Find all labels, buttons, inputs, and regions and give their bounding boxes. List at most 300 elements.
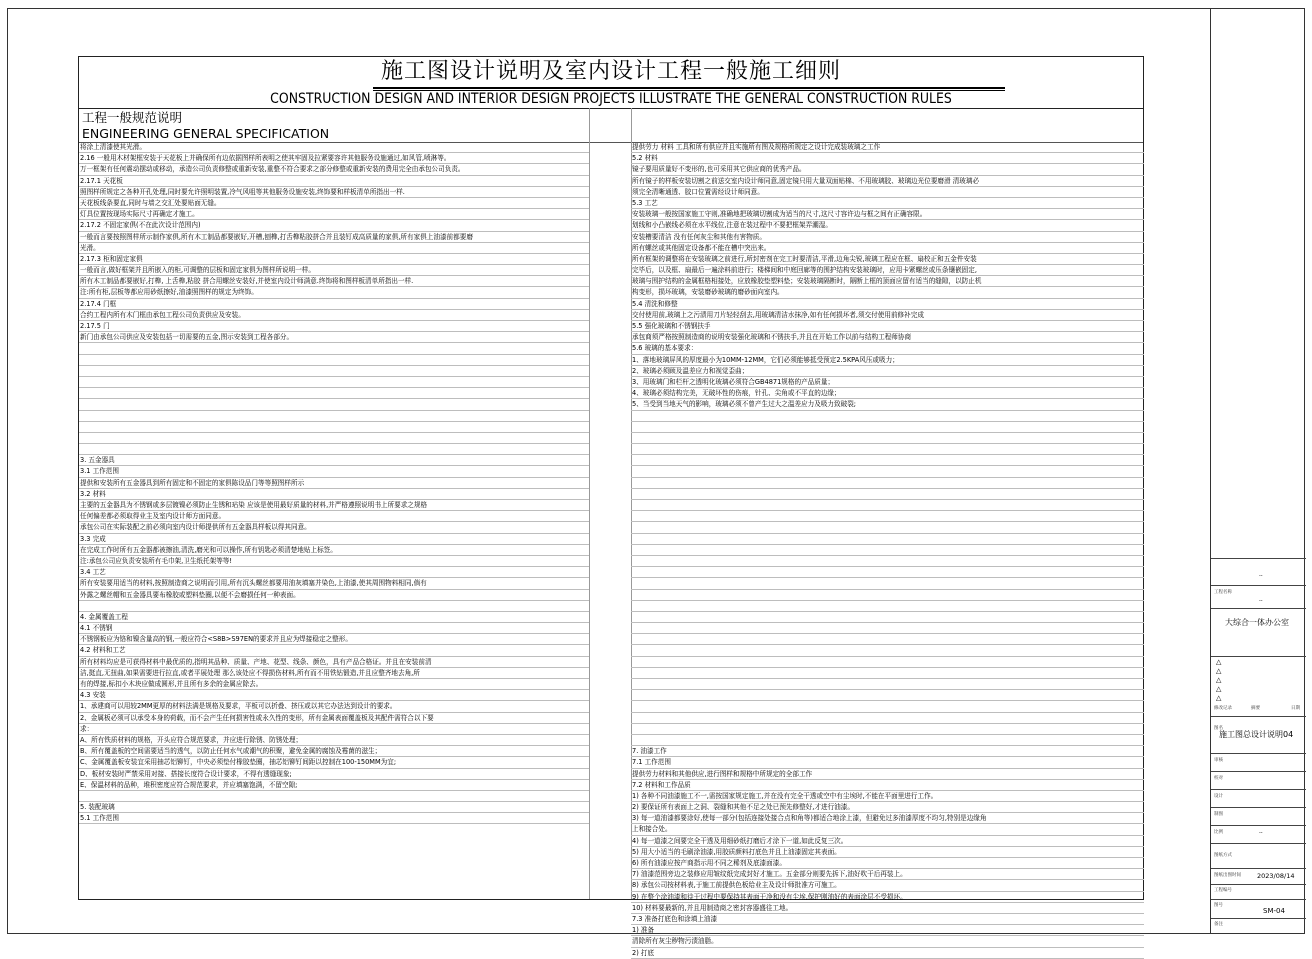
spec-row-text xyxy=(79,412,80,420)
spec-row xyxy=(79,254,589,265)
tb-dash-a: -- xyxy=(1259,573,1263,579)
spec-row xyxy=(79,176,589,187)
sign-label: 图纸方式 xyxy=(1214,853,1232,858)
spec-row-text: 9) 在整个涂油漆和待干过程中要保持其表面干净和没有尘埃,保护刚油好的表面涂层不受损坏。 xyxy=(632,892,907,901)
spec-row-text: 10) 材料要最新的,并且用制造商之密封容器盛往工地。 xyxy=(632,903,793,912)
spec-row-text: 5、当受到当地天气的影响，玻璃必须不曾产生过大之温差应力及吸力致破裂; xyxy=(632,400,857,409)
tb-divider xyxy=(1211,585,1306,586)
spec-row-text: 2) 要保证所有表面上之洞、裂缝和其他不足之处已预先修整好,才进行油漆。 xyxy=(632,803,854,812)
spec-row xyxy=(631,399,1144,410)
spec-row-text: 所有安装要用适当的材料,按照制造商之说明而引用,所有沉头螺丝都要用油灰填塞并染色,上油漆,使其周围物料相同,倘有 xyxy=(80,579,427,588)
spec-row xyxy=(631,645,1144,656)
tb-divider xyxy=(1211,753,1306,754)
revision-mark-icon: △ xyxy=(1216,667,1222,675)
spec-row-text xyxy=(79,445,80,453)
rev-header-summary: 摘要 xyxy=(1251,706,1260,711)
spec-row-text: 5) 用大小适当的毛刷涂油漆,用胶质颜料打底色并且上油漆固定其表面。 xyxy=(632,847,841,856)
spec-row-text xyxy=(631,591,632,599)
spec-row xyxy=(631,914,1144,925)
spec-row-text xyxy=(631,702,632,710)
spec-row xyxy=(631,198,1144,209)
spec-row xyxy=(631,187,1144,198)
spec-row xyxy=(631,534,1144,545)
scale-value: -- xyxy=(1259,830,1263,836)
spec-row xyxy=(79,187,589,198)
spec-row-text xyxy=(79,400,80,408)
spec-row xyxy=(79,735,589,746)
spec-row xyxy=(631,824,1144,835)
sheet-title-cn: 施工图设计说明及室内设计工程一般施工细则 xyxy=(380,59,841,84)
spec-row-text: 3) 每一道油漆都要涂好,使每一部分(包括连接处接合点和角等)都适合地涂上漆，但避免过多油漆厚度不均匀,特别是边缘角 xyxy=(632,814,987,823)
spec-row xyxy=(631,176,1144,187)
spec-row-text: 2.16 一般用木材架框安装于天花板上并确保所有边依据图样所表明之使其牢固及拉紧要容许其他服务设施通过,如风管,喷淋等。 xyxy=(80,154,451,163)
spec-row xyxy=(79,355,589,366)
spec-row-text xyxy=(631,613,632,621)
spec-row-text: 3.1 工作范围 xyxy=(80,467,119,476)
spec-row-text xyxy=(631,479,632,487)
spec-row-text xyxy=(631,501,632,509)
spec-row xyxy=(631,343,1144,354)
spec-row-text xyxy=(79,367,80,375)
spec-row xyxy=(631,836,1144,847)
revision-mark-icon: △ xyxy=(1216,658,1222,666)
spec-row-text: 7) 油漆范围旁边之装修应用皱纹纸完成封好才施工。五金部分则要先拆下,油好吹干后再装上。 xyxy=(632,870,907,879)
spec-row-text: 万一框架有任何震动摆动或移动，承造公司负责修整或重新安装,重整不符合要求之部分修整或重新安装的费用完全由承包公司负责。 xyxy=(80,165,465,174)
sign-label: 校对 xyxy=(1214,776,1223,781)
spec-row xyxy=(631,254,1144,265)
spec-row xyxy=(79,534,589,545)
spec-row xyxy=(631,265,1144,276)
spec-row xyxy=(631,220,1144,231)
spec-row-text xyxy=(631,490,632,498)
spec-row xyxy=(79,444,589,455)
spec-row xyxy=(631,355,1144,366)
spec-row xyxy=(631,142,1144,153)
column-divider-left xyxy=(589,108,590,899)
spec-row xyxy=(79,321,589,332)
section-title-cn: 工程一般规范说明 xyxy=(82,110,183,125)
spec-row-text: 安装槽要清洁 没有任何灰尘和其他有害物质。 xyxy=(632,232,766,241)
spec-row-text: 5. 装配玻璃 xyxy=(80,803,115,812)
sign-label: 比例 xyxy=(1214,830,1223,835)
spec-row xyxy=(79,556,589,567)
spec-row xyxy=(631,780,1144,791)
spec-row-text xyxy=(79,344,80,352)
rev-header-record: 修改记录 xyxy=(1214,706,1232,711)
sheet-number-label: 图号 xyxy=(1214,903,1223,908)
spec-row-text: 5.2 材料 xyxy=(632,154,658,163)
spec-row xyxy=(79,522,589,533)
spec-row xyxy=(631,433,1144,444)
sheet-number: SM-04 xyxy=(1263,907,1285,915)
spec-row xyxy=(631,511,1144,522)
spec-row-text: 将涂上清漆使其光滑。 xyxy=(80,143,146,151)
spec-row-text: 2.17.4 门框 xyxy=(80,299,117,308)
spec-row-text xyxy=(631,512,632,520)
spec-row-text: 承包商须严格按照制造商的说明安装强化玻璃和不锈扶手,并且在开始工作以前与结构工程师协商 xyxy=(632,333,912,342)
spec-row xyxy=(631,690,1144,701)
spec-row xyxy=(631,802,1144,813)
tb-divider xyxy=(1211,868,1306,869)
spec-row xyxy=(79,478,589,489)
spec-row-text xyxy=(79,423,80,431)
spec-row xyxy=(631,813,1144,824)
spec-row-text: 所有框架的调整将在安装玻璃之前进行,所封密剂在完工时要清洁,平滑,边角尖锐,玻璃工程应在框、扇校正和五金件安装 xyxy=(632,254,977,263)
spec-row xyxy=(79,265,589,276)
tb-divider xyxy=(1211,716,1306,717)
spec-row xyxy=(631,601,1144,612)
spec-row-text: C、金属覆盖板安装宜采用抽芯铝铆钉，中央必须垫付橡胶垫圈，抽芯铝铆钉间距以控制在100-150MM为宜; xyxy=(80,758,397,767)
spec-row-text xyxy=(79,389,80,397)
spec-row xyxy=(631,746,1144,757)
spec-row-text: 一般而言,做好框架并且所嵌入的柜,可调整的层板和固定家俱为图样所说明一样。 xyxy=(80,266,315,275)
left-spec-column xyxy=(79,142,589,824)
tb-divider xyxy=(1211,558,1306,559)
spec-row xyxy=(79,466,589,477)
spec-row xyxy=(79,142,589,153)
spec-row xyxy=(631,757,1144,768)
right-spec-column xyxy=(631,142,1144,959)
spec-row xyxy=(631,679,1144,690)
spec-row-text: 构变形，损坏玻璃，安装磨砂玻璃的磨砂面向室内。 xyxy=(632,288,784,297)
spec-row-text: 不锈钢板应为铬和镍含量高的钢,一般应符合<S8B>S97EN的要求并且应为焊接稳定之整形。 xyxy=(80,635,352,644)
spec-row xyxy=(79,332,589,343)
spec-row-text: 3. 五金器具 xyxy=(80,456,115,465)
spec-row-text: 2.17.1 天花板 xyxy=(80,176,123,185)
spec-row xyxy=(631,925,1144,936)
spec-row-text: 提供和安装所有五金器具到所有固定和不固定的家俱陈设品门等等照图样所示 xyxy=(80,478,305,487)
spec-row-text: 7. 油漆工作 xyxy=(632,747,667,756)
spec-row xyxy=(79,813,589,824)
spec-row-text: 外露之螺丝帽和五金器具要布橡胶或塑料垫圈,以便不会磨损任何一种表面。 xyxy=(80,590,300,599)
spec-row-text: 在完成工作时所有五金器都被擦油,清洗,磨光和可以操作,所有钥匙必须清楚地贴上标签。 xyxy=(80,545,337,554)
spec-row xyxy=(631,310,1144,321)
spec-row-text xyxy=(631,602,632,610)
spec-row xyxy=(79,780,589,791)
spec-row-text: 提供劳力 材料 工具和所有供应并且实施所有图及规格所规定之设计完成装玻璃之工作 xyxy=(632,143,881,151)
spec-row-text: 照图样所规定之各种开孔处理,同时要允许照明装置,冷气风咀等其他服务设施安装,终饰要和样板清单所指出一样. xyxy=(80,187,405,196)
tb-divider xyxy=(1211,771,1306,772)
issue-date: 2023/08/14 xyxy=(1257,872,1295,880)
spec-row-text: 任何偏差都必须取得业主及室内设计师方面同意。 xyxy=(80,512,226,521)
spec-row xyxy=(79,500,589,511)
tb-divider xyxy=(1211,807,1306,808)
spec-row xyxy=(631,769,1144,780)
spec-row-text: 求： xyxy=(80,724,94,733)
spec-row xyxy=(79,287,589,298)
spec-row-text: 须完全清晰通透、胶口位置需经设计师同意。 xyxy=(632,187,764,196)
spec-row xyxy=(79,634,589,645)
spec-row xyxy=(631,847,1144,858)
spec-row-text: 合约工程内所有木门框由承包工程公司负责供应及安装。 xyxy=(80,310,245,319)
spec-row-text: 5.6 玻璃的基本要求： xyxy=(632,344,698,353)
spec-row-text: 光滑。 xyxy=(80,243,100,252)
spec-row-text: 3.3 完成 xyxy=(80,534,106,543)
spec-row-text xyxy=(631,445,632,453)
spec-row xyxy=(79,377,589,388)
spec-row xyxy=(631,276,1144,287)
tb-divider xyxy=(1211,825,1306,826)
spec-row xyxy=(631,724,1144,735)
spec-row-text: 承包公司在实际装配之前必须向室内设计师提供所有五金器具样板以得其同意。 xyxy=(80,523,311,532)
spec-row-text: 提供劳力材料和其他供应,进行图样和规格中所规定的全部工作 xyxy=(632,769,813,778)
spec-row-text: 所有镜子的样板安装切割之前送交室内设计师同意,固定镜只用大量双面贴棉、不用玻璃胶、玻璃边光位要磨滑 清玻璃必 xyxy=(632,176,980,185)
spec-row xyxy=(631,668,1144,679)
spec-row-text: 玻璃与围护结构的金属框格相接处，应放橡胶垫塑料垫；安装玻璃隔断时，隔断上框的顶面应留有适当的缝隙，以防止机 xyxy=(632,277,982,286)
spec-row xyxy=(79,388,589,399)
spec-row-text: 6) 所有油漆应按产商指示用不同之稀剂及底漆面漆。 xyxy=(632,859,786,867)
spec-row-text: 2.17.2 不固定家俱(不在此次设计范围内) xyxy=(80,221,201,230)
spec-row xyxy=(79,713,589,724)
spec-row xyxy=(79,366,589,377)
spec-row-text: 1) 准备 xyxy=(632,926,655,935)
spec-row xyxy=(631,411,1144,422)
spec-row-text xyxy=(631,680,632,688)
spec-row xyxy=(79,679,589,690)
spec-row-text: 完毕后，以及框、扇最后一遍涂料前进行；楼梯间和中庭回廊等的围护结构安装玻璃时，应用卡紧螺丝或压条镶嵌固定, xyxy=(632,266,977,275)
spec-row-text: 1、落地玻璃屏风的厚度最小为10MM-12MM，它们必须能够抵受预定2.5KPA风压或吸力； xyxy=(632,355,899,364)
spec-row-text: 4.2 材料和工艺 xyxy=(80,646,126,655)
spec-row-text: 交付使用前,玻璃上之污渍用刀片轻轻刮去,用玻璃清洁水抹净,如有任何损坏者,须交付使用前修补完成 xyxy=(632,310,924,319)
spec-row xyxy=(79,701,589,712)
spec-row-text xyxy=(631,635,632,643)
spec-row xyxy=(631,422,1144,433)
project-name: 大综合一体办公室 xyxy=(1225,618,1289,627)
spec-row xyxy=(79,791,589,802)
spec-row-text: 所有螺丝或其他固定设备都不能在槽中突出来。 xyxy=(632,243,771,252)
tb-divider xyxy=(1211,608,1306,609)
spec-row xyxy=(631,701,1144,712)
spec-row-text xyxy=(631,624,632,632)
spec-row-text xyxy=(631,658,632,666)
spec-row-text xyxy=(631,725,632,733)
spec-row-text xyxy=(631,557,632,565)
section-title-en: ENGINEERING GENERAL SPECIFICATION xyxy=(82,126,330,141)
spec-row xyxy=(631,892,1144,903)
drawing-name: 施工图总设计说明04 xyxy=(1219,730,1294,739)
spec-row xyxy=(79,769,589,780)
spec-row xyxy=(79,299,589,310)
spec-row xyxy=(631,366,1144,377)
spec-row xyxy=(79,343,589,354)
project-number-label: 工程编号 xyxy=(1214,888,1232,893)
spec-row-text: 清除所有灰尘秽物污渍油脂。 xyxy=(632,937,718,946)
spec-row xyxy=(631,858,1144,869)
sign-label: 审核 xyxy=(1214,758,1223,763)
spec-row-text: 7.3 准备打底色和涂填上油漆 xyxy=(632,914,718,923)
spec-row xyxy=(631,153,1144,164)
spec-row xyxy=(631,578,1144,589)
note-label: 备注 xyxy=(1214,922,1223,927)
spec-row-text: 所有材料均应是可获得材料中最优质的,指明其品种、质量、产地、花型、线条、颜色，具有产品合格证。并且在安装前清 xyxy=(80,657,432,666)
spec-row xyxy=(79,578,589,589)
spec-row xyxy=(79,164,589,175)
spec-row xyxy=(631,556,1144,567)
spec-row-text xyxy=(631,434,632,442)
spec-row-text: 主要的五金器具为不锈钢或多层镀镍必须防止生锈和玷染 应该是使用最好质量的材料,并严格遵照说明书上所要求之规格 xyxy=(80,501,428,509)
spec-row-text xyxy=(631,535,632,543)
spec-row-text xyxy=(631,669,632,677)
spec-row-text: 5.5 强化玻璃和不锈钢扶手 xyxy=(632,322,711,330)
specification-sheet xyxy=(78,56,1144,957)
spec-row-text: 7.2 材料和工作品质 xyxy=(632,780,691,789)
date-label: 图纸出图时间 xyxy=(1214,873,1241,878)
tb-divider xyxy=(1211,884,1306,885)
spec-row xyxy=(79,209,589,220)
spec-row xyxy=(79,545,589,556)
spec-row xyxy=(631,612,1144,623)
spec-row xyxy=(631,478,1144,489)
spec-row-text xyxy=(631,423,632,431)
spec-row-text xyxy=(631,691,632,699)
spec-row xyxy=(79,724,589,735)
spec-row-text: 一般而言要按照图样所示制作家俱,所有木工制品都要嵌好,开槽,刨榫,打舌榫粘胶拼合并且装钉成高质量的家俱,所有家俱上油漆前都要磨 xyxy=(80,232,473,241)
spec-row-text: 7.1 工作范围 xyxy=(632,758,671,767)
spec-row-text: 注:承包公司应负责安装所有毛巾架,卫生纸托架等等! xyxy=(80,556,233,565)
spec-row-text xyxy=(631,546,632,554)
spec-row-text: 4.1 不锈钢 xyxy=(80,624,113,633)
spec-row-text xyxy=(631,714,632,722)
spec-row-text: 灯具位置按现场实际尺寸再确定才施工。 xyxy=(80,210,199,219)
spec-row-text: 镜子要用质量好不变形的,也可采用其它供应商的优秀产品。 xyxy=(632,165,806,174)
sheet-title-en: CONSTRUCTION DESIGN AND INTERIOR DESIGN PROJECTS ILLUSTRATE THE GENERAL CONSTRUCTION RULES xyxy=(270,91,952,107)
spec-row xyxy=(79,802,589,813)
spec-row-text: 洁,挺直,无扭曲,如果需要进行拉直,或者平展处理 那么该处应不得损伤材料,所有而不用铁钻锻造,并且应整齐地去角,所 xyxy=(80,668,420,677)
spec-row-text: 1) 各种不同油漆施工不一,需按国家规定施工,并在没有完全干透或空中有尘埃时,不能在平面里进行工作。 xyxy=(632,791,938,800)
spec-row-text: 所有木工制品都要嵌好,打榫, 上舌榫,粘胶 拼合用螺丝安装好,并使室内设计师满意.终饰将和图样板清单所指出一样. xyxy=(80,277,414,286)
spec-row-text: E、保温材料的品种，堆积密度应符合规范要求，并应填塞饱满，不留空隙; xyxy=(80,780,298,789)
spec-row xyxy=(631,713,1144,724)
spec-row xyxy=(79,276,589,287)
spec-row xyxy=(631,232,1144,243)
spec-row xyxy=(631,299,1144,310)
tb-divider xyxy=(1211,843,1306,844)
spec-row-text: 5.3 工艺 xyxy=(632,198,658,207)
spec-row-text: 天花板线条要直,同时与墙之交汇处要贴面无缝。 xyxy=(80,198,221,207)
spec-row-text xyxy=(631,646,632,654)
spec-row xyxy=(631,903,1144,914)
spec-row xyxy=(79,511,589,522)
spec-row xyxy=(79,411,589,422)
spec-row xyxy=(631,444,1144,455)
spec-row-text: 2、金属板必须可以承受本身的荷载，而不会产生任何损害性或永久性的变形，所有金属表面覆盖板及其配件需符合以下要 xyxy=(80,713,434,722)
spec-row-text: 新门由承包公司供应及安装包括一切需要的五金,图示安装到工程各部分。 xyxy=(80,333,294,342)
sign-label: 设计 xyxy=(1214,794,1223,799)
spec-row xyxy=(631,948,1144,959)
spec-row-text xyxy=(79,434,80,442)
spec-row xyxy=(631,634,1144,645)
spec-row-text: 有的焊接,标扣小木块应做成圆形,并且所有多余的金属应除去。 xyxy=(80,680,263,688)
spec-row xyxy=(79,601,589,612)
spec-row-text: 1、承建商可以用较2MM更厚的材料法满是规格及要求，平板可以折叠、挤压或以其它办法达到设计的要求。 xyxy=(80,702,397,711)
spec-row xyxy=(79,623,589,634)
spec-row xyxy=(79,399,589,410)
spec-row xyxy=(631,567,1144,578)
rev-header-date: 日期 xyxy=(1291,706,1300,711)
spec-row-text: B、所有覆盖板的空间需要适当的透气，以防止任何水气或潮气的积聚，避免金属的腐蚀及霉菌的滋生； xyxy=(80,747,382,756)
spec-row xyxy=(631,791,1144,802)
spec-row xyxy=(631,657,1144,668)
spec-row xyxy=(79,489,589,500)
spec-row xyxy=(79,153,589,164)
title-block xyxy=(1210,8,1305,934)
spec-row xyxy=(79,612,589,623)
sign-label: 制图 xyxy=(1214,812,1223,817)
spec-row-text xyxy=(79,602,80,610)
spec-row xyxy=(631,287,1144,298)
tb-divider xyxy=(1211,899,1306,900)
spec-row xyxy=(79,746,589,757)
spec-row xyxy=(631,209,1144,220)
title-underline xyxy=(373,87,1005,89)
spec-row-text: 4、玻璃必须结构完美，无破坏性的伤痕，针孔、尖角或不平直的边缘； xyxy=(632,389,841,398)
spec-row-text: 2) 打底 xyxy=(632,948,655,957)
spec-row xyxy=(79,690,589,701)
spec-row xyxy=(631,522,1144,533)
spec-row-text: 3.2 材料 xyxy=(80,489,106,498)
spec-row-text: A、所有铁质材料的规格，开头应符合规范要求，并应进行除锈、防锈处理； xyxy=(80,735,303,744)
spec-row-text: 5.4 清洗和修整 xyxy=(632,299,678,308)
spec-row xyxy=(79,668,589,679)
spec-row xyxy=(79,757,589,768)
spec-row xyxy=(631,869,1144,880)
spec-row xyxy=(631,466,1144,477)
spec-row-text: 2、玻璃必须顾及温差应力和视觉歪曲； xyxy=(632,366,749,375)
spec-row xyxy=(631,735,1144,746)
revision-mark-icon: △ xyxy=(1216,694,1222,702)
spec-row xyxy=(79,310,589,321)
spec-row xyxy=(79,243,589,254)
spec-row-text: 安装玻璃一般按国家施工守则,准确地把玻璃切割成为适当的尺寸,这尺寸容许边与框之间有正确容限。 xyxy=(632,210,927,219)
revision-mark-icon: △ xyxy=(1216,685,1222,693)
spec-row xyxy=(631,321,1144,332)
spec-row-text xyxy=(79,792,80,800)
spec-row-text xyxy=(631,579,632,587)
spec-row-text: 4.3 安装 xyxy=(80,691,106,700)
spec-row xyxy=(79,198,589,209)
drawing-label: 图名 xyxy=(1214,726,1223,731)
tb-divider xyxy=(1211,656,1306,657)
spec-row xyxy=(79,232,589,243)
spec-row xyxy=(631,880,1144,891)
spec-row-text xyxy=(631,467,632,475)
spec-row-text xyxy=(79,378,80,386)
spec-row-text xyxy=(79,356,80,364)
tb-dash-b: -- xyxy=(1259,598,1263,604)
spec-row xyxy=(631,623,1144,634)
spec-row xyxy=(631,243,1144,254)
spec-row xyxy=(79,645,589,656)
spec-row-text: 3.4 工艺 xyxy=(80,568,106,577)
spec-row-text: 4. 金属覆盖工程 xyxy=(80,612,128,621)
spec-row xyxy=(79,220,589,231)
project-label: 工程名称 xyxy=(1214,590,1232,595)
spec-row xyxy=(631,332,1144,343)
spec-row-text: 2.17.3 柜和固定家俱 xyxy=(80,254,143,263)
spec-row xyxy=(79,455,589,466)
spec-row xyxy=(631,489,1144,500)
spec-row-text: 划线和小凸嵌线必须在水平线位,注意在装过程中不要把框架弄潮湿。 xyxy=(632,221,832,230)
spec-row xyxy=(631,164,1144,175)
spec-row-text: 5.1 工作范围 xyxy=(80,814,119,823)
spec-row-text xyxy=(631,412,632,420)
spec-row xyxy=(631,455,1144,466)
spec-row xyxy=(79,590,589,601)
tb-small-label xyxy=(1214,568,1215,573)
spec-row xyxy=(631,377,1144,388)
spec-row-text xyxy=(631,456,632,464)
spec-row-text xyxy=(631,523,632,531)
